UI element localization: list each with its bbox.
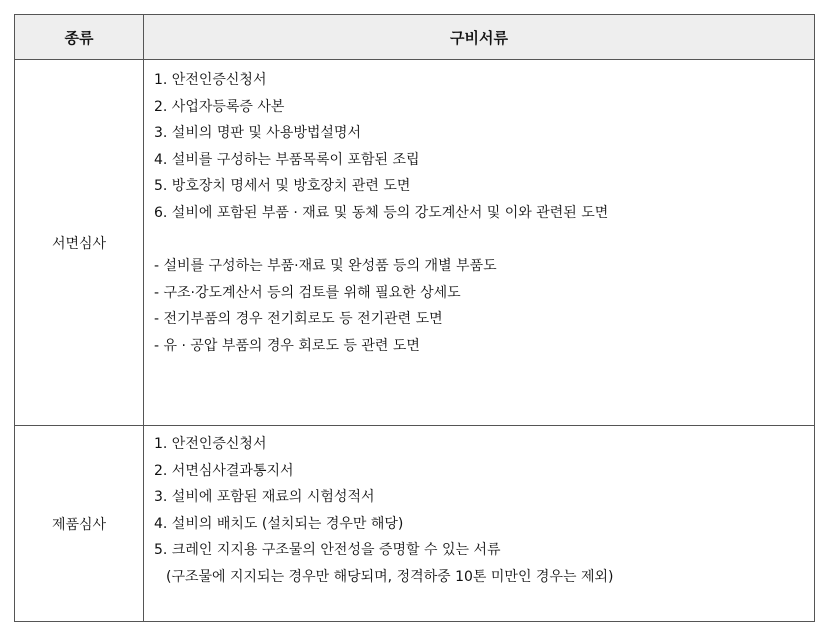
header-documents: 구비서류 [144, 15, 815, 60]
table-row [15, 426, 815, 622]
documents-cell [144, 426, 815, 622]
list-item: 1. 안전인증신청서 [154, 436, 267, 452]
list-item: 3. 설비의 명판 및 사용방법설명서 [154, 125, 361, 141]
header-row [15, 15, 815, 60]
document-list [144, 60, 814, 359]
sub-list-item: - 구조·강도계산서 등의 검토를 위해 필요한 상세도 [154, 284, 461, 301]
list-spacer [154, 226, 814, 253]
required-documents-table [14, 14, 815, 622]
list-item: 2. 사업자등록증 사본 [154, 98, 285, 115]
list-item: 1. 안전인증신청서 [154, 72, 267, 88]
review-type-cell: 서면심사 [15, 60, 144, 426]
review-type-cell: 제품심사 [15, 426, 144, 622]
list-item: 5. 크레인 지지용 구조물의 안전성을 증명할 수 있는 서류 [154, 542, 501, 558]
list-item: 5. 방호장치 명세서 및 방호장치 관련 도면 [154, 178, 411, 194]
header-type: 종류 [15, 15, 144, 60]
document-list [144, 426, 814, 590]
list-item: 4. 설비를 구성하는 부품목록이 포함된 조립 [154, 151, 420, 168]
list-item: 3. 설비에 포함된 재료의 시험성적서 [154, 489, 375, 505]
documents-cell [144, 60, 815, 426]
list-item-note: (구조물에 지지되는 경우만 해당되며, 정격하중 10톤 미만인 경우는 제외) [166, 568, 614, 585]
sub-list-item: - 유 · 공압 부품의 경우 회로도 등 관련 도면 [154, 337, 420, 354]
table-row [15, 60, 815, 426]
list-item: 4. 설비의 배치도 (설치되는 경우만 해당) [154, 515, 404, 532]
list-item: 6. 설비에 포함된 부품 · 재료 및 동체 등의 강도계산서 및 이와 관련된 도면 [154, 204, 609, 221]
sub-list-item: - 전기부품의 경우 전기회로도 등 전기관련 도면 [154, 311, 443, 327]
sub-list-item: - 설비를 구성하는 부품·재료 및 완성품 등의 개별 부품도 [154, 258, 497, 274]
list-item: 2. 서면심사결과통지서 [154, 462, 294, 479]
